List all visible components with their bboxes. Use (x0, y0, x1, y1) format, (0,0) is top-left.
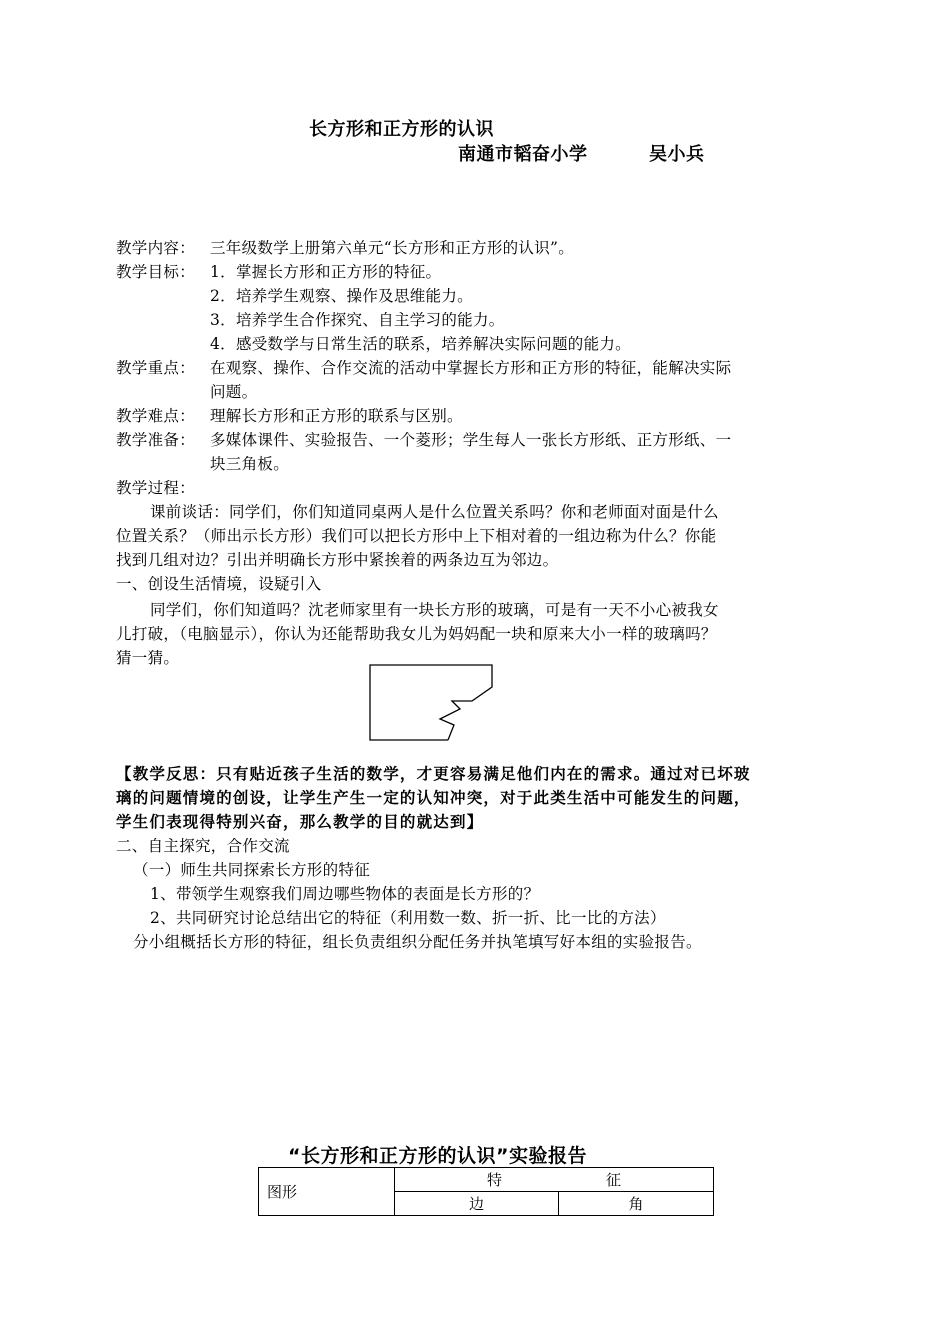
focus-line: 问题。 (210, 383, 258, 401)
goals-label: 教学目标： (116, 263, 196, 281)
report-header-features (395, 1168, 714, 1192)
prep-line: 多媒体课件、实验报告、一个菱形；学生每人一张长方形纸、正方形纸、一 (210, 431, 732, 449)
goal-item: 1．掌握长方形和正方形的特征。 (210, 263, 442, 281)
prep-label: 教学准备： (116, 431, 196, 449)
process-label: 教学过程： (116, 479, 196, 497)
report-header-side: 边 (395, 1192, 559, 1216)
section1-heading: 一、创设生活情境，设疑引入 (116, 575, 322, 593)
author-name: 吴小兵 (649, 144, 705, 165)
feature-char: 特 (486, 1171, 502, 1189)
intro-line: 找到几组对边？引出并明确长方形中紧挨着的两条边互为邻边。 (116, 551, 559, 569)
feature-char: 征 (605, 1171, 621, 1189)
content-label: 教学内容： (116, 239, 196, 257)
difficulty-text: 理解长方形和正方形的联系与区别。 (210, 407, 463, 425)
group-task-text: 分小组概括长方形的特征，组长负责组织分配任务并执笔填写好本组的实验报告。 (133, 933, 702, 951)
section1-line: 儿打破，（电脑显示），你认为还能帮助我女儿为妈妈配一块和原来大小一样的玻璃吗？ (116, 625, 717, 643)
goal-item: 2．培养学生观察、操作及思维能力。 (210, 287, 473, 305)
reflection-line: 璃的问题情境的创设，让学生产生一定的认知冲突，对于此类生活中可能发生的问题， (116, 788, 751, 807)
goal-item: 3．培养学生合作探究、自主学习的能力。 (210, 311, 505, 329)
section2-subheading: （一）师生共同探索长方形的特征 (133, 861, 371, 879)
section1-line: 同学们，你们知道吗？沈老师家里有一块长方形的玻璃，可是有一天不小心被我女 (150, 601, 719, 619)
difficulty-label: 教学难点： (116, 407, 196, 425)
section2-item: 2、共同研究讨论总结出它的特征（利用数一数、折一折、比一比的方法） (150, 909, 666, 927)
document-title: 长方形和正方形的认识 (309, 119, 494, 140)
reflection-line: 【教学反思：只有贴近孩子生活的数学，才更容易满足他们内在的需求。通过对已坏玻 (116, 764, 751, 783)
report-header-shape: 图形 (259, 1168, 395, 1216)
content-text: 三年级数学上册第六单元“长方形和正方形的认识”。 (210, 239, 575, 257)
section2-heading: 二、自主探究，合作交流 (116, 837, 290, 855)
intro-line: 位置关系？（师出示长方形）我们可以把长方形中上下相对着的一组边称为什么？你能 (116, 527, 717, 545)
goal-item: 4．感受数学与日常生活的联系，培养解决实际问题的能力。 (210, 335, 631, 353)
school-name: 南通市韬奋小学 (458, 144, 588, 165)
prep-line: 块三角板。 (210, 455, 290, 473)
focus-label: 教学重点： (116, 359, 196, 377)
report-title: “长方形和正方形的认识”实验报告 (288, 1145, 587, 1167)
section1-line: 猜一猜。 (116, 649, 180, 667)
report-header-angle: 角 (559, 1192, 714, 1216)
focus-line: 在观察、操作、合作交流的活动中掌握长方形和正方形的特征，能解决实际 (210, 359, 732, 377)
intro-line: 课前谈话：同学们，你们知道同桌两人是什么位置关系吗？你和老师面对面是什么 (150, 503, 719, 521)
reflection-line: 学生们表现得特别兴奋，那么教学的目的就达到】 (116, 812, 484, 831)
report-table (258, 1167, 714, 1216)
section2-item: 1、带领学生观察我们周边哪些物体的表面是长方形的？ (150, 885, 540, 903)
broken-glass-figure (368, 663, 496, 743)
